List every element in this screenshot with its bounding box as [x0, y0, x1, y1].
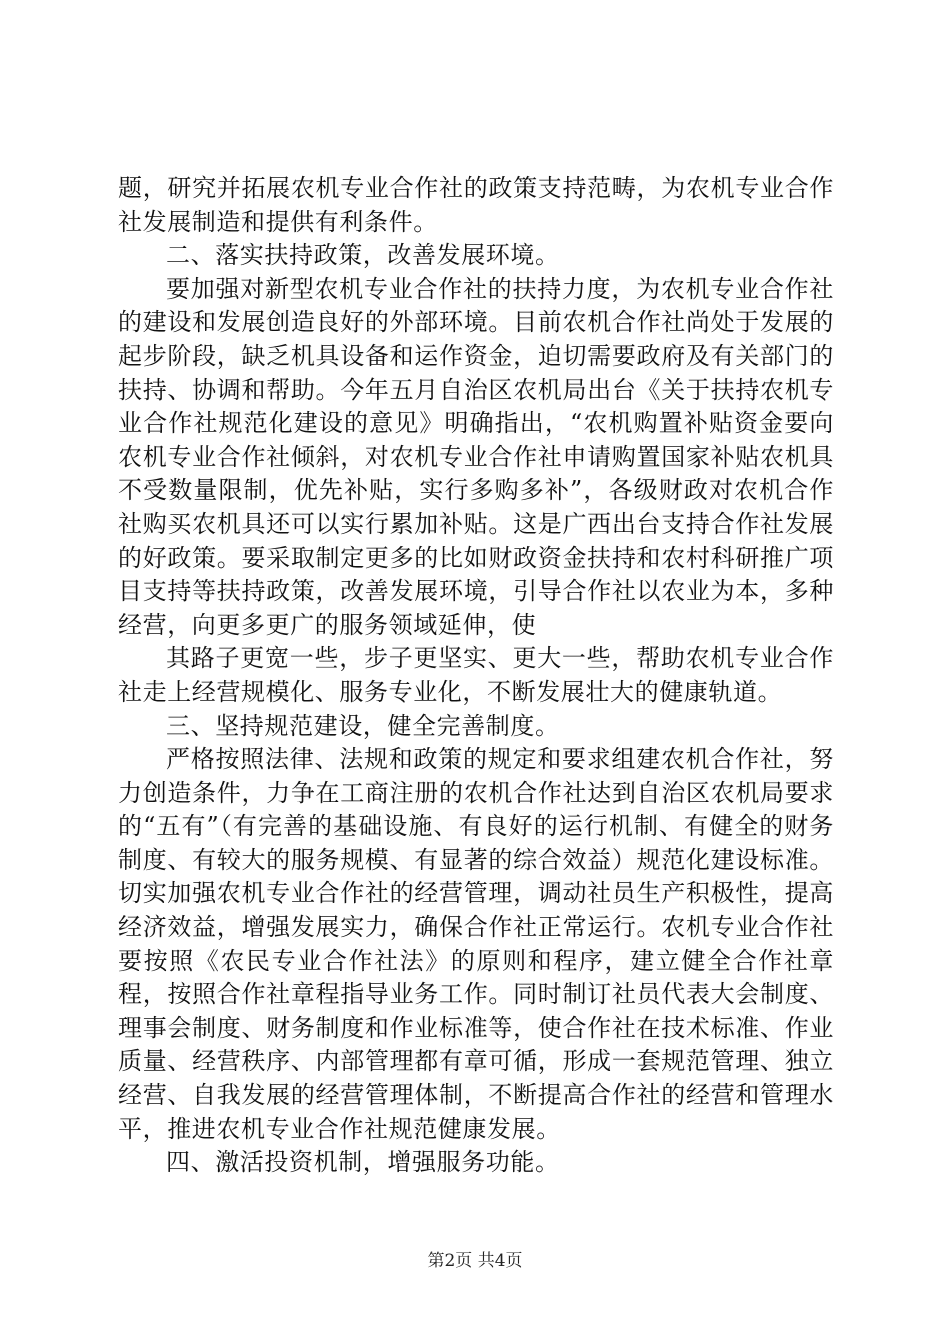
section-heading-4: 四、激活投资机制，增强服务功能。	[166, 1148, 560, 1177]
paragraph-policy-support: 要加强对新型农机专业合作社的扶持力度，为农机专业合作社的建设和发展创造良好的外部环境。目前农机合作社尚处于发展的起步阶段，缺乏机具设备和运作资金，迫切需要政府及有关部门的扶持、协调和帮助。今年五月自治区农机局出台《关于扶持农机专业合作社规范化建设的意见》明确指出，“农机购置补贴资金要向农机专业合作社倾斜，对农机专业合作社申请购置国家补贴农机具不受数量限制，优先补贴，实行多购多补”，各级财政对农机合作社购买农机具还可以实行累加补贴。这是广西出台支持合作社发展的好政策。要采取制定更多的比如财政资金扶持和农村科研推广项目支持等扶持政策，改善发展环境，引导合作社以农业为本，多种经营，向更多更广的服务领域延伸，使	[118, 274, 834, 639]
paragraph-continuation: 题，研究并拓展农机专业合作社的政策支持范畴，为农机专业合作社发展制造和提供有利条件。	[118, 174, 834, 236]
paragraph-path-wider: 其路子更宽一些，步子更坚实、更大一些，帮助农机专业合作社走上经营规模化、服务专业化，不断发展壮大的健康轨道。	[118, 644, 834, 706]
section-heading-3: 三、坚持规范建设，健全完善制度。	[166, 711, 560, 740]
section-heading-2: 二、落实扶持政策，改善发展环境。	[166, 241, 560, 270]
page-number-footer: 第2页 共4页	[427, 1251, 523, 1271]
paragraph-standard-construction: 严格按照法律、法规和政策的规定和要求组建农机合作社，努力创造条件，力争在工商注册的农机合作社达到自治区农机局要求的“五有”（有完善的基础设施、有良好的运行机制、有健全的财务制度、有较大的服务规模、有显著的综合效益）规范化建设标准。切实加强农机专业合作社的经营管理，调动社员生产积极性，提高经济效益，增强发展实力，确保合作社正常运行。农机专业合作社要按照《农民专业合作社法》的原则和程序，建立健全合作社章程，按照合作社章程指导业务工作。同时制订社员代表大会制度、理事会制度、财务制度和作业标准等，使合作社在技术标准、作业质量、经营秩序、内部管理都有章可循，形成一套规范管理、独立经营、自我发展的经营管理体制，不断提高合作社的经营和管理水平，推进农机专业合作社规范健康发展。	[118, 745, 834, 1143]
document-body	[118, 172, 834, 1180]
